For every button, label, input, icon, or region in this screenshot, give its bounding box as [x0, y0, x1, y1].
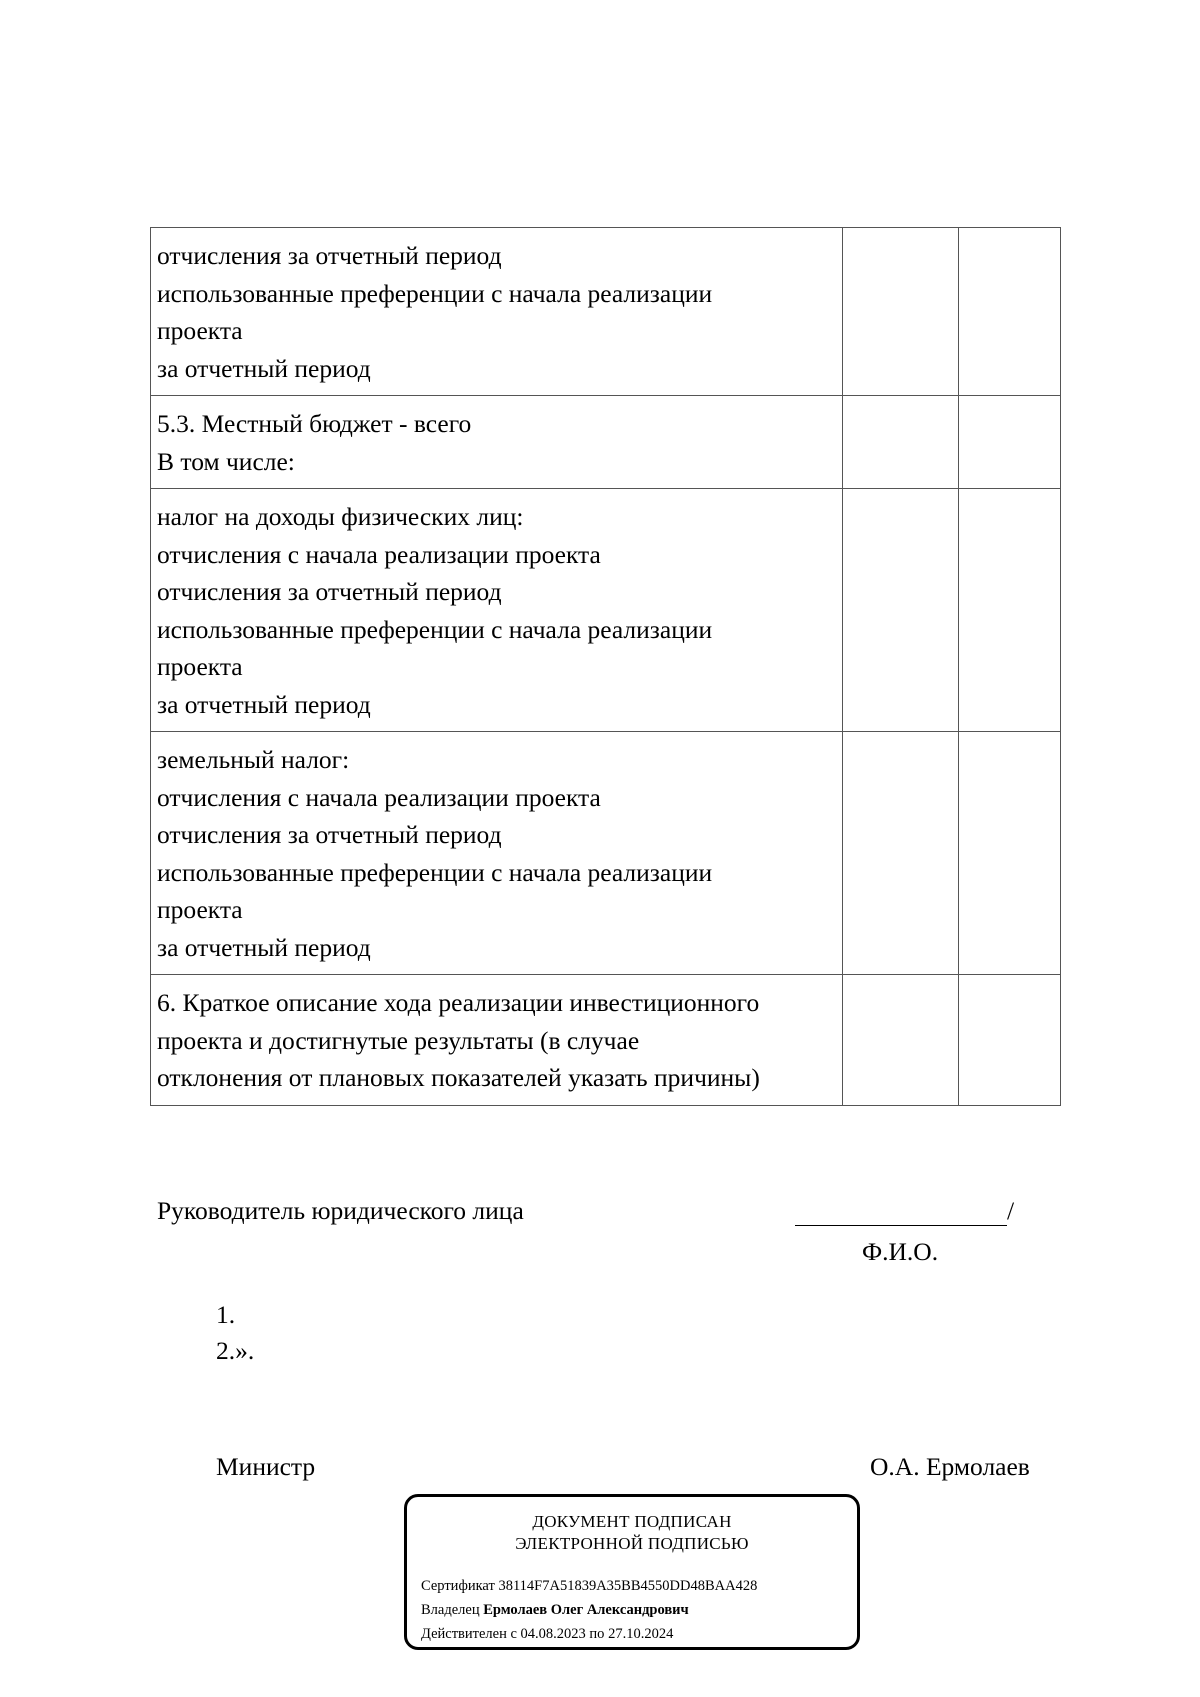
row-value-cell — [959, 489, 1061, 732]
row-value-cell — [959, 732, 1061, 975]
cell-line: 5.3. Местный бюджет - всего — [157, 409, 472, 438]
electronic-signature-stamp — [404, 1494, 860, 1650]
row-description — [151, 228, 843, 396]
signature-slash: / — [1007, 1196, 1015, 1225]
signature-blank — [795, 1197, 1007, 1226]
stamp-validity — [421, 1622, 757, 1646]
stamp-heading-line: ДОКУМЕНТ ПОДПИСАН — [532, 1512, 732, 1531]
list-item: 1. — [216, 1300, 236, 1329]
row-description — [151, 732, 843, 975]
row-value-cell — [959, 396, 1061, 489]
minister-name: О.А. Ермолаев — [870, 1452, 1030, 1481]
owner-label: Владелец — [421, 1602, 480, 1618]
cell-line: В том числе: — [157, 446, 295, 476]
cell-line: за отчетный период — [157, 932, 371, 962]
signer-title: Руководитель юридического лица — [157, 1196, 524, 1225]
cell-line: проекта и достигнутые результаты (в случае — [157, 1025, 640, 1055]
row-description — [151, 975, 843, 1106]
valid-from: 04.08.2023 — [520, 1626, 586, 1642]
valid-to: 27.10.2024 — [608, 1626, 674, 1642]
row-description — [151, 396, 843, 489]
row-value-cell — [843, 396, 959, 489]
fio-label: Ф.И.О. — [862, 1237, 939, 1266]
table-row — [151, 489, 1061, 732]
cell-line: за отчетный период — [157, 353, 371, 383]
cell-line: 6. Краткое описание хода реализации инвестиционного — [157, 988, 760, 1017]
signature-line — [795, 1196, 1014, 1226]
valid-from-label: с — [510, 1626, 517, 1642]
cell-line: за отчетный период — [157, 689, 371, 719]
cell-line: использованные преференции с начала реализации — [157, 278, 713, 308]
row-value-cell — [959, 975, 1061, 1106]
valid-label: Действителен — [421, 1626, 507, 1642]
cell-line: отклонения от плановых показателей указать причины) — [157, 1063, 760, 1092]
cell-line: проекта — [157, 652, 243, 681]
list-item: 2.». — [216, 1336, 255, 1365]
stamp-heading — [407, 1511, 857, 1555]
minister-title: Министр — [216, 1452, 316, 1481]
cell-line: использованные преференции с начала реализации — [157, 614, 713, 644]
stamp-heading-line: ЭЛЕКТРОННОЙ ПОДПИСЬЮ — [515, 1534, 749, 1553]
row-value-cell — [843, 489, 959, 732]
stamp-details — [421, 1574, 757, 1646]
valid-to-label: по — [589, 1626, 605, 1642]
row-value-cell — [843, 732, 959, 975]
cell-line: отчисления с начала реализации проекта — [157, 539, 601, 569]
stamp-certificate — [421, 1574, 757, 1598]
cell-line: проекта — [157, 316, 243, 345]
owner-value: Ермолаев Олег Александрович — [483, 1602, 689, 1618]
cell-line: использованные преференции с начала реализации — [157, 857, 713, 887]
certificate-value: 38114F7A51839A35BB4550DD48BAA428 — [498, 1578, 758, 1594]
report-table — [150, 227, 1061, 1106]
table-row — [151, 396, 1061, 489]
cell-line: налог на доходы физических лиц: — [157, 502, 524, 531]
cell-line: отчисления за отчетный период — [157, 820, 502, 849]
cell-line: отчисления за отчетный период — [157, 577, 502, 606]
stamp-owner — [421, 1598, 757, 1622]
row-value-cell — [843, 228, 959, 396]
table-row — [151, 732, 1061, 975]
row-description — [151, 489, 843, 732]
cell-line: отчисления за отчетный период — [157, 241, 502, 270]
table-row — [151, 228, 1061, 396]
table-row — [151, 975, 1061, 1106]
cell-line: земельный налог: — [157, 745, 350, 774]
row-value-cell — [843, 975, 959, 1106]
attachment-list — [216, 1297, 254, 1369]
cell-line: отчисления с начала реализации проекта — [157, 782, 601, 812]
row-value-cell — [959, 228, 1061, 396]
cell-line: проекта — [157, 895, 243, 924]
certificate-label: Сертификат — [421, 1578, 495, 1594]
